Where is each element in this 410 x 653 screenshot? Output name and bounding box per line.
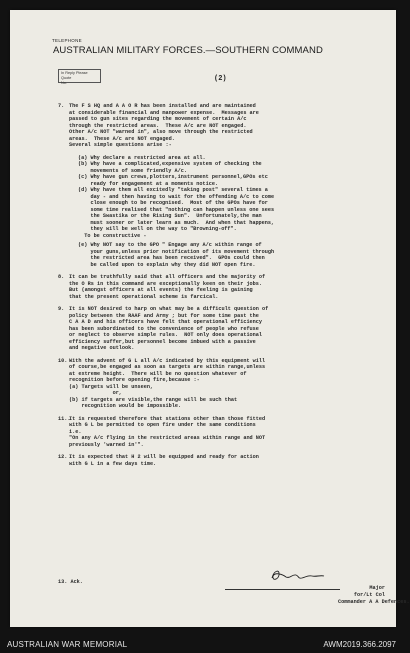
text-line: movements of some friendly A/c. bbox=[78, 167, 187, 174]
page-number: (2) bbox=[214, 75, 227, 83]
text-line: efficiency suffer,but personnel become imbued with a passive bbox=[69, 338, 256, 345]
text-line: It is expected that H 2 will be equipped and ready for action bbox=[69, 454, 259, 460]
text-line: previously 'warned in'". bbox=[69, 441, 144, 448]
paragraph bbox=[58, 415, 394, 449]
text-line: (a) Why declare a restricted area at all. bbox=[78, 154, 206, 161]
text-line: areas. These A/c are NOT engaged. bbox=[69, 135, 175, 142]
paragraph-number: 10. bbox=[58, 357, 68, 364]
text-line: of course,be engaged as soon as targets are within range,unless bbox=[69, 364, 266, 370]
text-line: C A A D and his officers have felt that operational efficiency bbox=[69, 319, 263, 325]
paragraph-number: 7. bbox=[58, 103, 65, 109]
signer-for: for/Lt Col bbox=[353, 592, 385, 598]
paragraph bbox=[58, 306, 394, 352]
paragraph bbox=[58, 274, 394, 300]
signature-block bbox=[338, 585, 410, 606]
text-line: With the advent of G L all A/c indicated by this equipment will bbox=[69, 357, 266, 364]
paragraph bbox=[69, 242, 394, 268]
footer-accession-number: AWM2019.366.2097 bbox=[323, 640, 396, 649]
text-line: be called upon to explain why they did NOT open fire. bbox=[78, 261, 256, 268]
paragraph bbox=[58, 357, 394, 410]
text-line: recognition would be impossible. bbox=[69, 403, 182, 409]
text-line: with G L be permitted to open fire under the same conditions bbox=[69, 422, 256, 428]
text-line: (a) Targets will be unseen, bbox=[69, 383, 154, 390]
text-line: and negative outlook. bbox=[69, 345, 135, 351]
text-line: i.e. bbox=[69, 428, 82, 435]
letterhead-title: AUSTRALIAN MILITARY FORCES.—SOUTHERN COMMAND bbox=[53, 45, 323, 56]
text-line: "On any A/c flying in the restricted areas within range and NOT bbox=[69, 435, 266, 441]
text-line: The F S HQ and A A O R has been installed and are maintained bbox=[69, 103, 256, 109]
text-line: It can be truthfully said that all officers and the majority of bbox=[69, 274, 266, 280]
handwritten-signature bbox=[268, 566, 338, 584]
signature-rule bbox=[225, 589, 340, 590]
document-body bbox=[58, 103, 394, 473]
text-line: the O Rs in this command are exceptionally keen on their jobs. bbox=[69, 280, 263, 287]
text-line: at extreme height. There will be no question whatever of bbox=[69, 370, 247, 377]
text-line: the Swastika or the Rising Sun". Unfortunately,the man bbox=[78, 213, 262, 219]
text-line: they will be well on the way to "Browning-off". bbox=[78, 226, 237, 232]
reply-box-line: No. bbox=[61, 81, 67, 85]
paragraph bbox=[58, 454, 394, 467]
reply-box-line: In Reply Please Quote bbox=[61, 71, 88, 80]
text-line: or, bbox=[69, 390, 122, 396]
footer-institution: AUSTRALIAN WAR MEMORIAL bbox=[7, 640, 128, 649]
paragraph-number: 9. bbox=[58, 306, 65, 312]
paragraph-number: 11.. bbox=[58, 415, 71, 422]
text-line: To be constructive - bbox=[78, 232, 147, 239]
signer-title: Commander A A Defences. bbox=[338, 599, 410, 605]
paragraph-gap bbox=[69, 467, 394, 473]
text-line: day - and then having to wait for the offending A/c to come bbox=[78, 193, 275, 200]
text-line: (b) if targets are visible,the range will be such that bbox=[69, 396, 238, 403]
text-line: has been subordinated to the convenience of people who refuse bbox=[69, 325, 259, 332]
text-line: your guns,unless prior notification of its movement through bbox=[78, 248, 275, 255]
text-line: close enough to be recognised. Most of the GPOs have for bbox=[78, 200, 268, 206]
text-line: But (amongst officers at all events) the feeling is gaining bbox=[69, 287, 253, 293]
text-line: (d) Why have them all excitedly "taking post" several times a bbox=[78, 187, 268, 193]
paragraph-number: 8. bbox=[58, 274, 65, 280]
text-line: recognition before opening fire,because :- bbox=[69, 377, 200, 383]
text-line: (c) Why have gun crews,plotters,instrument personnel,GPOs etc bbox=[78, 174, 268, 180]
text-line: Several simple questions arise :- bbox=[69, 142, 172, 148]
text-line: ready for engagement at a moments notice. bbox=[78, 180, 219, 187]
text-line: or neglect to observe simple rules. NOT only does operational bbox=[69, 332, 263, 338]
document-page bbox=[10, 10, 410, 627]
text-line: at considerable financial and manpower expense. Messages are bbox=[69, 109, 259, 116]
text-line: policy between the RAAF and Army ; but for some time past the bbox=[69, 312, 259, 319]
text-line: that the present operational scheme is farcical. bbox=[69, 293, 219, 300]
signer-rank: Major bbox=[369, 585, 385, 591]
text-line: Other A/c NOT "warned in", also move through the restricted bbox=[69, 129, 253, 135]
text-line: It is NOT desired to harp on what may be a difficult question of bbox=[69, 306, 269, 312]
paragraph bbox=[58, 103, 394, 149]
text-line: (e) Why NOT say to the GPO " Engage any A/c within range of bbox=[78, 242, 262, 248]
paragraph bbox=[69, 155, 394, 240]
text-line: the restricted area has been received". GPOs could then bbox=[78, 255, 265, 261]
ack-line: 13. Ack. bbox=[58, 579, 83, 585]
text-line: with G L in a few days time. bbox=[69, 460, 157, 467]
text-line: through the restricted areas. These A/c are NOT engaged. bbox=[69, 122, 247, 129]
text-line: (b) Why have a complicated,expensive system of checking the bbox=[78, 161, 262, 167]
telephone-label: TELEPHONE bbox=[52, 38, 82, 43]
reply-reference-box bbox=[58, 69, 101, 83]
text-line: must sooner or later learn as much. And when that happens, bbox=[78, 219, 275, 226]
text-line: some time realised that "nothing can happen unless one sees bbox=[78, 206, 275, 213]
text-line: passed to gun sites regarding the movement of certain A/c bbox=[69, 116, 247, 122]
paragraph-number: 12. bbox=[58, 454, 68, 460]
text-line: It is requested therefore that stations other than those fitted bbox=[69, 415, 266, 422]
